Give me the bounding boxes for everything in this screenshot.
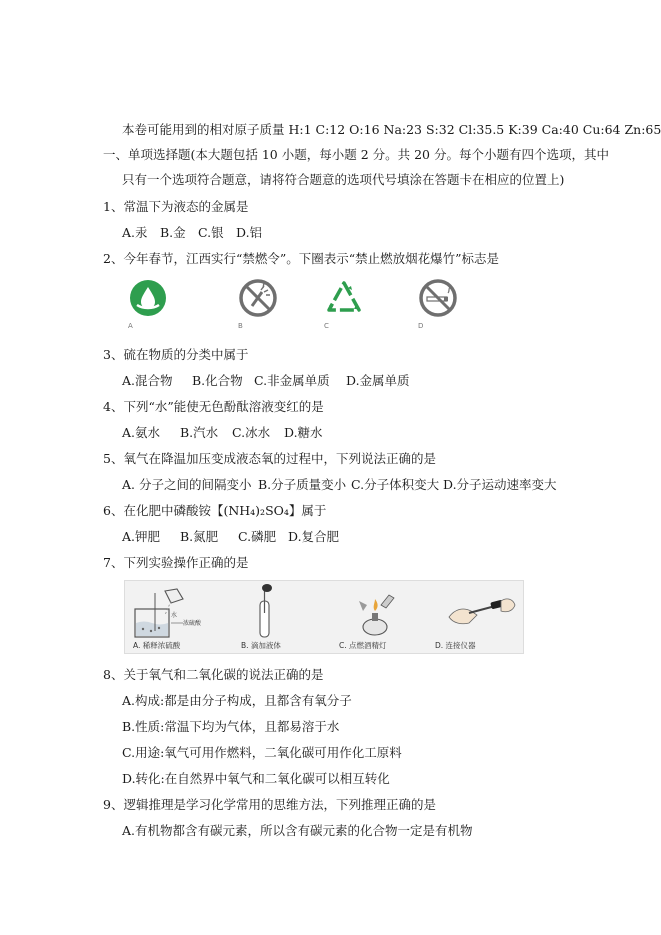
no-smoking-sign-icon (418, 278, 458, 318)
sign-d-label: D (418, 322, 424, 330)
water-label: 水 (171, 612, 178, 619)
dilute-acid-illustration (131, 585, 211, 641)
question-7-stem: 7、下列实验操作正确的是 (103, 555, 249, 570)
sign-d (418, 278, 458, 334)
lab-caption-a: A. 稀释浓硫酸 (133, 641, 181, 650)
no-fireworks-sign-icon (238, 278, 278, 318)
sign-a (128, 278, 168, 334)
sign-b (238, 278, 278, 334)
question-2-stem: 2、今年春节，江西实行“禁燃令”。下圈表示“禁止燃放烟花爆竹”标志是 (103, 251, 500, 266)
option-d: D.分子运动速率变大 (443, 477, 557, 492)
lab-caption-d: D. 连接仪器 (435, 641, 476, 650)
option-b: B.化合物 (192, 373, 243, 388)
question-8-option-b: B.性质:常温下均为气体，且都易溶于水 (122, 719, 340, 734)
option-c: C.非金属单质 (254, 373, 330, 388)
question-3-options (122, 373, 410, 389)
lab-operations-figure (124, 580, 524, 654)
question-6-options (122, 529, 339, 545)
question-1-stem: 1、常温下为液态的金属是 (103, 199, 249, 214)
option-c: C.冰水 (232, 425, 271, 440)
option-b: B.金 (160, 225, 186, 240)
water-saving-sign-icon (128, 278, 168, 318)
option-c: C.分子体积变大 (351, 477, 440, 492)
option-c: C.银 (198, 225, 224, 240)
lab-caption-c: C. 点燃酒精灯 (339, 641, 387, 650)
acid-label: 浓硫酸 (183, 620, 202, 627)
question-4-stem: 4、下列“水”能使无色酚酞溶液变红的是 (103, 399, 324, 414)
sign-b-label: B (238, 322, 243, 330)
option-a: A.氨水 (122, 425, 161, 440)
section-title: 一、单项选择题(本大题包括 10 小题，每小题 2 分。共 20 分。每个小题有四个选项，其中 (103, 147, 609, 162)
option-b: B.氮肥 (180, 529, 219, 544)
question-6-stem: 6、在化肥中磷酸铵【(NH₄)₂SO₄】属于 (103, 503, 327, 518)
add-liquid-illustration (245, 583, 285, 639)
option-b: B.汽水 (180, 425, 219, 440)
option-d: D.铝 (236, 225, 263, 240)
question-1-options (122, 225, 262, 241)
question-9-stem: 9、逻辑推理是学习化学常用的思维方法，下列推理正确的是 (103, 797, 436, 812)
option-a: A.混合物 (122, 373, 173, 388)
question-8-option-d: D.转化:在自然界中氧气和二氧化碳可以相互转化 (122, 771, 390, 786)
sign-c-label: C (324, 322, 329, 330)
question-5-stem: 5、氧气在降温加压变成液态氧的过程中，下列说法正确的是 (103, 451, 436, 466)
question-4-options (122, 425, 323, 441)
lab-caption-b: B. 滴加液体 (241, 641, 281, 650)
option-a: A.钾肥 (122, 529, 161, 544)
sign-images (128, 278, 468, 338)
question-8-stem: 8、关于氧气和二氧化碳的说法正确的是 (103, 667, 324, 682)
recycle-sign-icon (324, 278, 364, 318)
light-lamp-illustration (351, 583, 401, 639)
question-5-options (122, 477, 557, 493)
option-d: D.复合肥 (288, 529, 340, 544)
option-d: D.金属单质 (346, 373, 410, 388)
option-a: A.汞 (122, 225, 148, 240)
sign-a-label: A (128, 322, 133, 330)
section-title-cont: 只有一个选项符合题意，请将符合题意的选项代号填涂在答题卡在相应的位置上) (122, 172, 565, 187)
option-c: C.磷肥 (238, 529, 277, 544)
question-9-option-a: A.有机物都含有碳元素，所以含有碳元素的化合物一定是有机物 (122, 823, 473, 838)
question-8-option-c: C.用途:氧气可用作燃料，二氧化碳可用作化工原料 (122, 745, 402, 760)
option-d: D.糖水 (284, 425, 323, 440)
question-3-stem: 3、硫在物质的分类中属于 (103, 347, 249, 362)
question-8-option-a: A.构成:都是由分子构成，且都含有氧分子 (122, 693, 352, 708)
sign-c (324, 278, 364, 334)
option-b: B.分子质量变小 (258, 477, 347, 492)
option-a: A. 分子之间的间隔变小 (122, 477, 252, 492)
atomic-mass-line: 本卷可能用到的相对原子质量 H:1 C:12 O:16 Na:23 S:32 Cl:35.5 K:39 Ca:40 Cu:64 Zn:65 (122, 122, 661, 137)
connect-apparatus-illustration (445, 583, 519, 639)
